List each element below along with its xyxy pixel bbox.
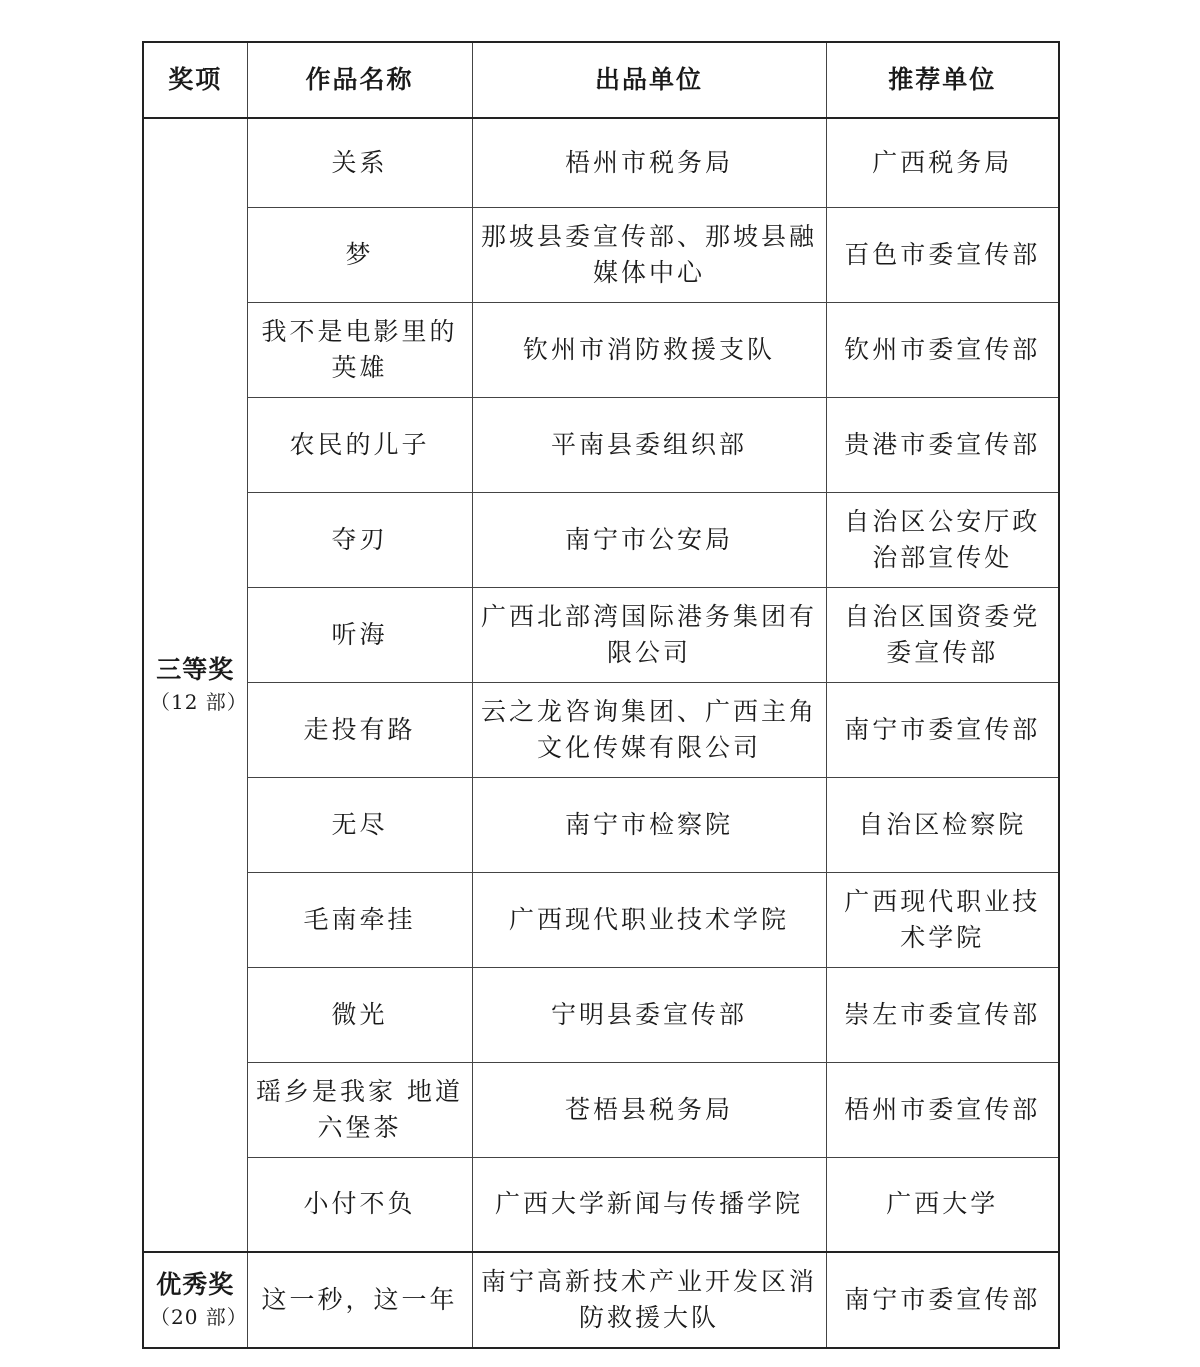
producer-cell: 南宁市检察院 bbox=[472, 777, 826, 872]
work-cell: 农民的儿子 bbox=[247, 397, 472, 492]
excellence-prize-cell bbox=[143, 1252, 247, 1348]
third-prize-count: （12 部） bbox=[150, 690, 248, 714]
third-prize-name: 三等奖 bbox=[156, 655, 235, 684]
header-work: 作品名称 bbox=[247, 42, 472, 118]
producer-cell: 梧州市税务局 bbox=[472, 118, 826, 207]
producer-cell: 苍梧县税务局 bbox=[472, 1062, 826, 1157]
third-prize-cell bbox=[143, 118, 247, 1252]
work-cell: 走投有路 bbox=[247, 682, 472, 777]
producer-cell: 南宁高新技术产业开发区消防救援大队 bbox=[472, 1252, 826, 1348]
producer-cell: 那坡县委宣传部、那坡县融媒体中心 bbox=[472, 207, 826, 302]
producer-cell: 平南县委组织部 bbox=[472, 397, 826, 492]
table-row bbox=[143, 872, 1059, 967]
excellence-prize-count: （20 部） bbox=[150, 1305, 248, 1329]
recommender-cell: 广西税务局 bbox=[826, 118, 1059, 207]
table-row bbox=[143, 682, 1059, 777]
table-row bbox=[143, 1252, 1059, 1348]
header-recommender: 推荐单位 bbox=[826, 42, 1059, 118]
table-row bbox=[143, 397, 1059, 492]
recommender-cell: 钦州市委宣传部 bbox=[826, 302, 1059, 397]
work-cell: 梦 bbox=[247, 207, 472, 302]
header-award: 奖项 bbox=[143, 42, 247, 118]
recommender-cell: 自治区公安厅政治部宣传处 bbox=[826, 492, 1059, 587]
work-cell: 小付不负 bbox=[247, 1157, 472, 1252]
table-row bbox=[143, 777, 1059, 872]
recommender-cell: 梧州市委宣传部 bbox=[826, 1062, 1059, 1157]
table-row bbox=[143, 1062, 1059, 1157]
recommender-cell: 南宁市委宣传部 bbox=[826, 1252, 1059, 1348]
recommender-cell: 广西大学 bbox=[826, 1157, 1059, 1252]
producer-cell: 云之龙咨询集团、广西主角文化传媒有限公司 bbox=[472, 682, 826, 777]
producer-cell: 广西现代职业技术学院 bbox=[472, 872, 826, 967]
table-row bbox=[143, 207, 1059, 302]
awards-table bbox=[142, 41, 1060, 1349]
producer-cell: 广西北部湾国际港务集团有限公司 bbox=[472, 587, 826, 682]
table-row bbox=[143, 492, 1059, 587]
work-cell: 我不是电影里的英雄 bbox=[247, 302, 472, 397]
work-cell: 瑶乡是我家 地道六堡茶 bbox=[247, 1062, 472, 1157]
work-cell: 无尽 bbox=[247, 777, 472, 872]
producer-cell: 宁明县委宣传部 bbox=[472, 967, 826, 1062]
recommender-cell: 南宁市委宣传部 bbox=[826, 682, 1059, 777]
work-cell: 关系 bbox=[247, 118, 472, 207]
table-row bbox=[143, 118, 1059, 207]
table-row bbox=[143, 967, 1059, 1062]
producer-cell: 广西大学新闻与传播学院 bbox=[472, 1157, 826, 1252]
recommender-cell: 百色市委宣传部 bbox=[826, 207, 1059, 302]
work-cell: 这一秒，这一年 bbox=[247, 1252, 472, 1348]
recommender-cell: 自治区检察院 bbox=[826, 777, 1059, 872]
work-cell: 毛南牵挂 bbox=[247, 872, 472, 967]
recommender-cell: 广西现代职业技术学院 bbox=[826, 872, 1059, 967]
work-cell: 微光 bbox=[247, 967, 472, 1062]
header-row bbox=[143, 42, 1059, 118]
recommender-cell: 崇左市委宣传部 bbox=[826, 967, 1059, 1062]
table-row bbox=[143, 302, 1059, 397]
work-cell: 听海 bbox=[247, 587, 472, 682]
producer-cell: 南宁市公安局 bbox=[472, 492, 826, 587]
table-row bbox=[143, 587, 1059, 682]
recommender-cell: 自治区国资委党委宣传部 bbox=[826, 587, 1059, 682]
excellence-prize-name: 优秀奖 bbox=[156, 1270, 235, 1299]
table-row bbox=[143, 1157, 1059, 1252]
recommender-cell: 贵港市委宣传部 bbox=[826, 397, 1059, 492]
header-producer: 出品单位 bbox=[472, 42, 826, 118]
work-cell: 夺刃 bbox=[247, 492, 472, 587]
producer-cell: 钦州市消防救援支队 bbox=[472, 302, 826, 397]
